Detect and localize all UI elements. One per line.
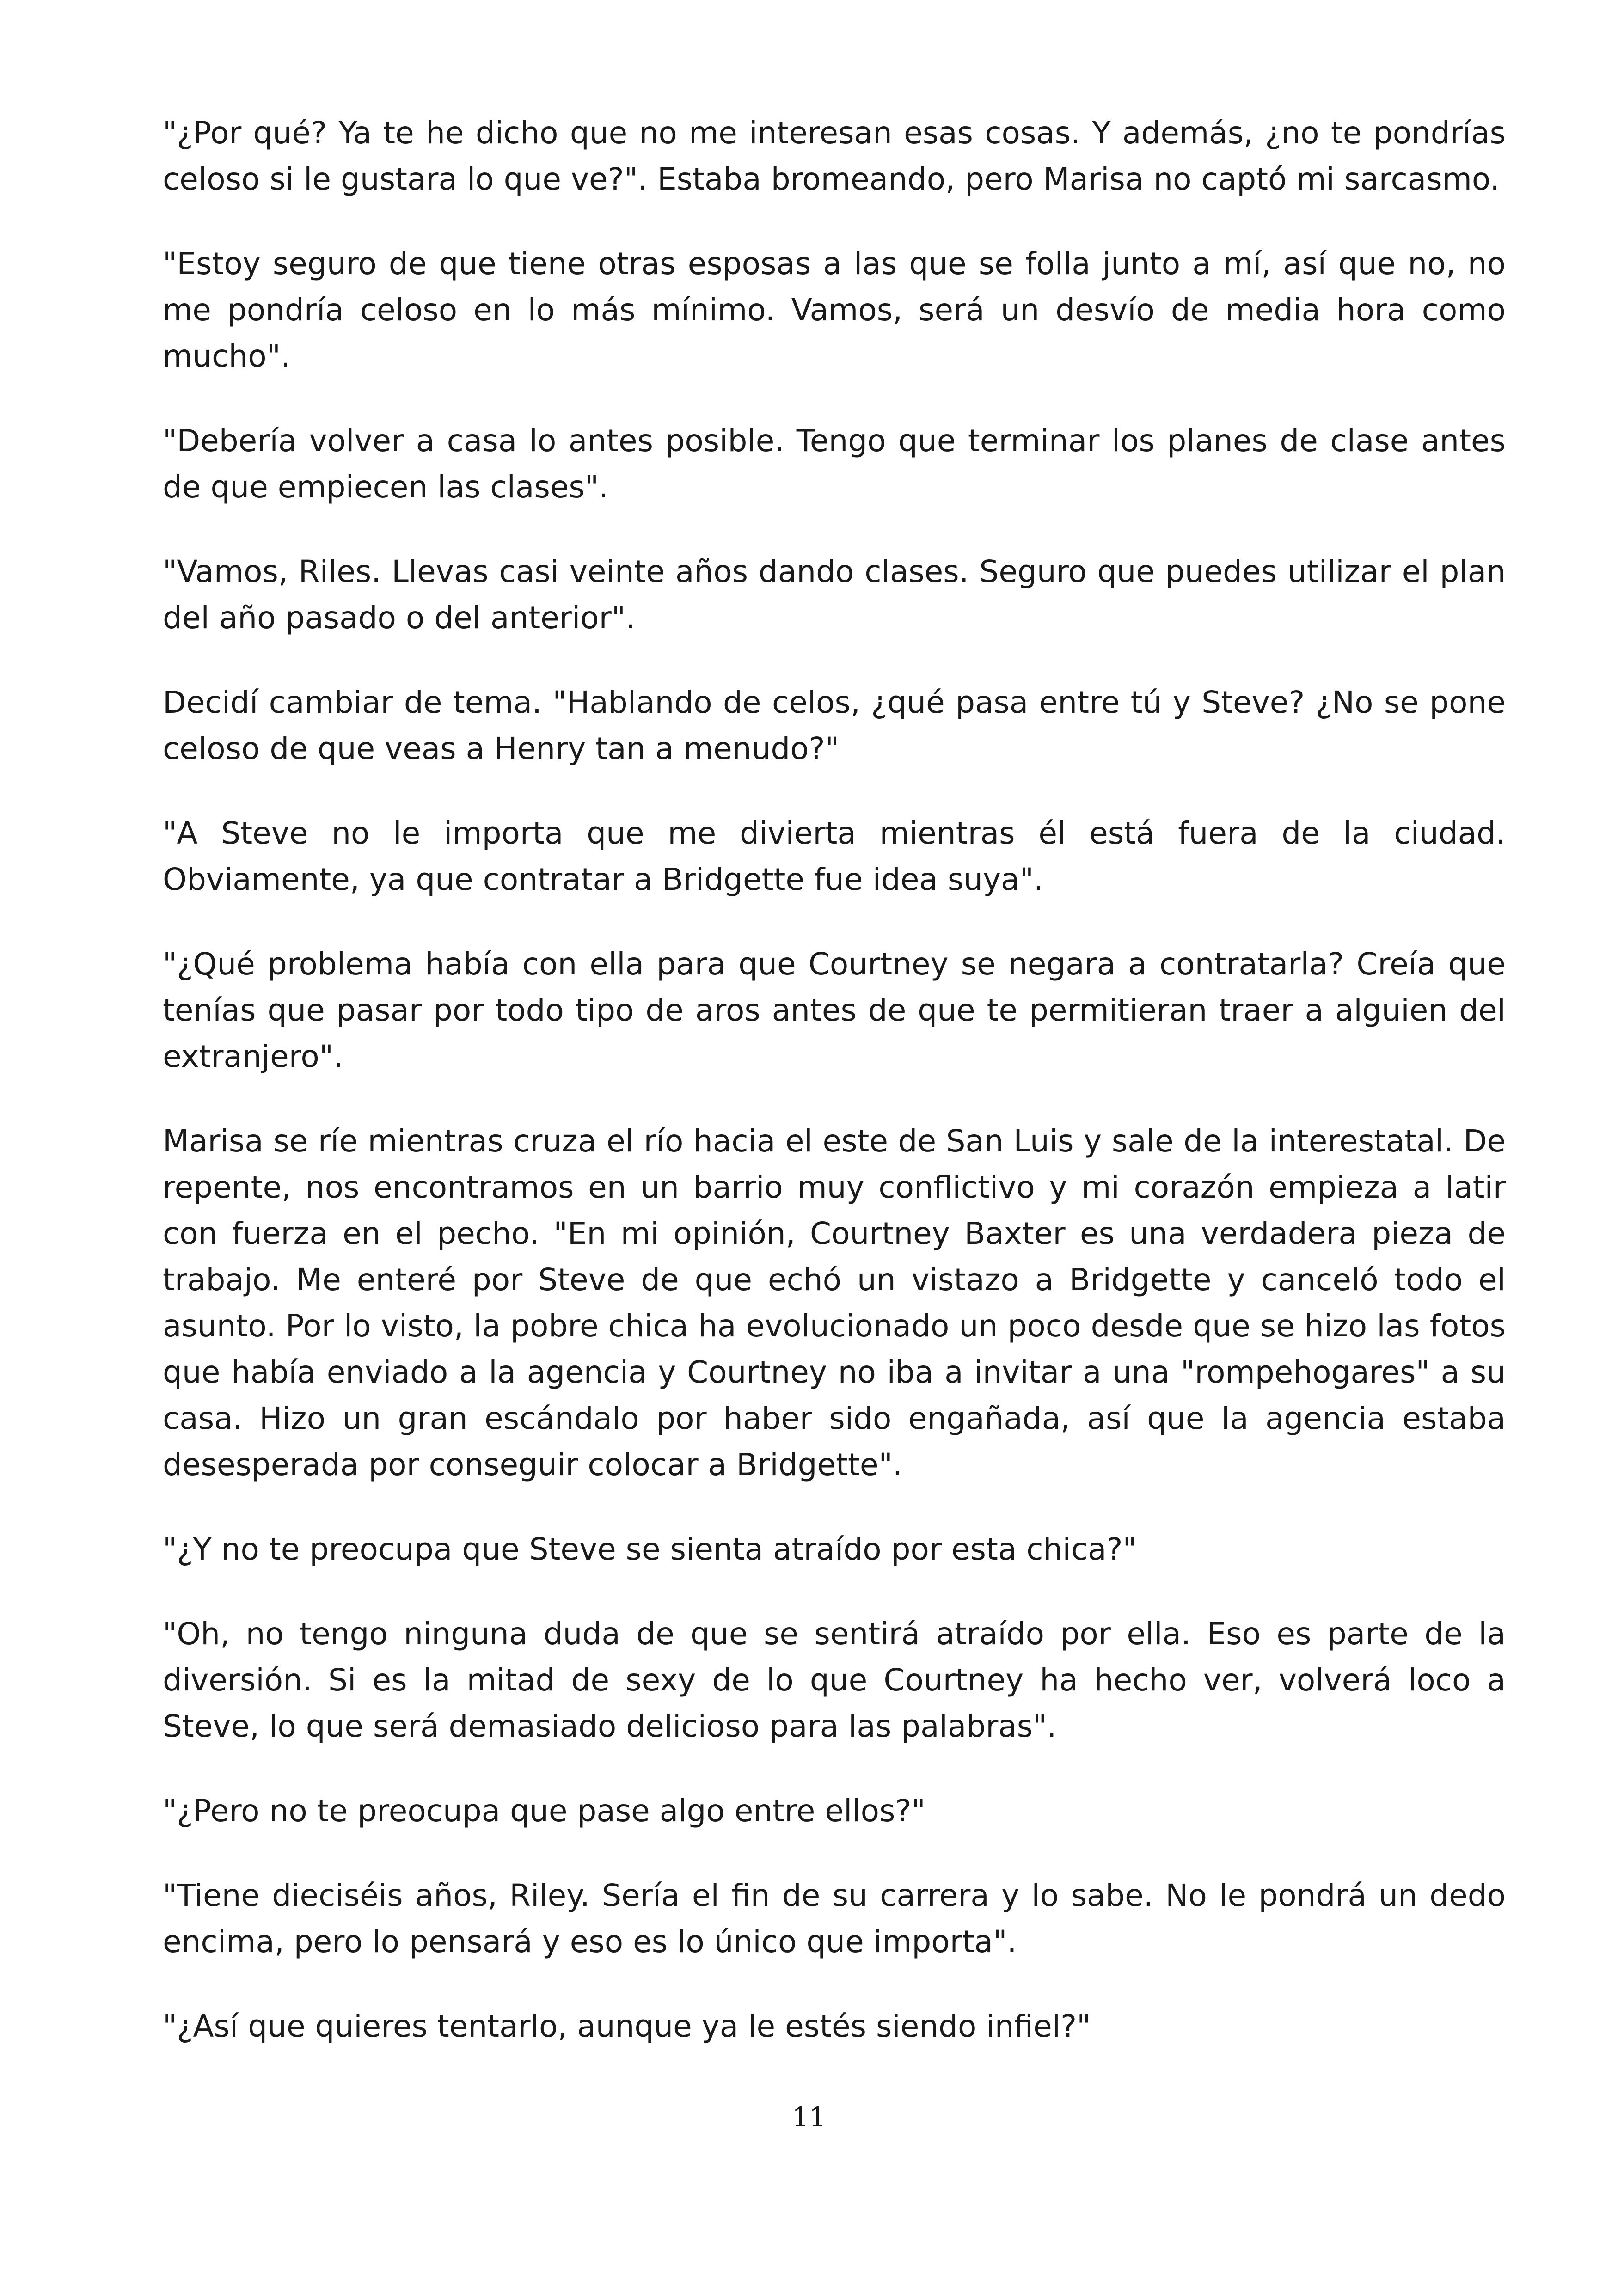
paragraph: "Vamos, Riles. Llevas casi veinte años dando clases. Seguro que puedes utilizar el plan del año pasado o del anterior".	[163, 554, 1506, 636]
paragraph: Marisa se ríe mientras cruza el río hacia el este de San Luis y sale de la interestatal. De repente, nos encontramos en un barrio muy conflictivo y mi corazón empieza a latir con fuerza en el pecho. "En mi opinión, Courtney Baxter es una verdadera pieza de trabajo. Me enteré por Steve de que echó un vistazo a Bridgette y canceló todo el asunto. Por lo visto, la pobre chica ha evolucionado un poco desde que se hizo las fotos que había enviado a la agencia y Courtney no iba a invitar a una "rompehogares" a su casa. Hizo un gran escándalo por haber sido engañada, así que la agencia estaba desesperada por conseguir colocar a Bridgette".	[163, 1123, 1506, 1482]
paragraph: "Estoy seguro de que tiene otras esposas a las que se folla junto a mí, así que no, no me pondría celoso en lo más mínimo. Vamos, será un desvío de media hora como mucho".	[163, 246, 1506, 374]
paragraph: "Tiene dieciséis años, Riley. Sería el fin de su carrera y lo sabe. No le pondrá un dedo encima, pero lo pensará y eso es lo único que importa".	[163, 1878, 1506, 1959]
paragraph: "Debería volver a casa lo antes posible. Tengo que terminar los planes de clase antes de que empiecen las clases".	[163, 423, 1506, 505]
paragraph: "¿Pero no te preocupa que pase algo entre ellos?"	[163, 1793, 925, 1829]
paragraph: "¿Qué problema había con ella para que Courtney se negara a contratarla? Creía que tenías que pasar por todo tipo de aros antes de que te permitieran traer a alguien del extranjero".	[163, 946, 1506, 1074]
paragraph: "¿Así que quieres tentarlo, aunque ya le estés siendo infiel?"	[163, 2008, 1091, 2044]
paragraph: "¿Y no te preocupa que Steve se sienta atraído por esta chica?"	[163, 1531, 1137, 1567]
body-text	[163, 110, 1506, 2088]
paragraph: Decidí cambiar de tema. "Hablando de celos, ¿qué pasa entre tú y Steve? ¿No se pone celoso de que veas a Henry tan a menudo?"	[163, 685, 1506, 766]
paragraph: "¿Por qué? Ya te he dicho que no me interesan esas cosas. Y además, ¿no te pondrías celoso si le gustara lo que ve?". Estaba bromeando, pero Marisa no captó mi sarcasmo.	[163, 115, 1506, 197]
paragraph: "A Steve no le importa que me divierta mientras él está fuera de la ciudad. Obviamente, ya que contratar a Bridgette fue idea suya".	[163, 815, 1506, 897]
page-number: 11	[792, 2101, 826, 2133]
paragraph: "Oh, no tengo ninguna duda de que se sentirá atraído por ella. Eso es parte de la diversión. Si es la mitad de sexy de lo que Courtney ha hecho ver, volverá loco a Steve, lo que será demasiado delicioso para las palabras".	[163, 1616, 1506, 1744]
